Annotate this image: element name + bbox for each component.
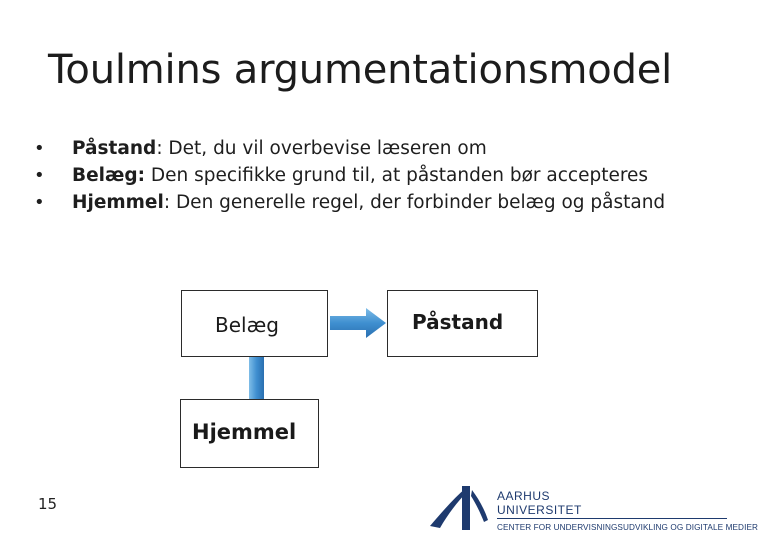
connector-hjemmel-to-belaeg [249, 357, 264, 400]
bullet-term: Belæg: [72, 165, 146, 186]
bullet-icon: • [34, 192, 45, 213]
bullet-icon: • [34, 138, 45, 159]
node-belaeg-label: Belæg [215, 313, 279, 337]
university-logo [428, 482, 758, 542]
bullet-text: : Den generelle regel, der forbinder belæg og påstand [163, 192, 666, 213]
bullet-term: Hjemmel [72, 192, 164, 213]
node-hjemmel-label: Hjemmel [192, 420, 297, 444]
bullet-term: Påstand [72, 138, 157, 159]
arrow-belaeg-to-pastand [330, 308, 386, 338]
slide-title: Toulmins argumentationsmodel [48, 47, 673, 93]
logo-line-3: CENTER FOR UNDERVISNINGSUDVIKLING OG DIGITALE MEDIER [497, 523, 758, 532]
bullet-text: : Det, du vil overbevise læseren om [156, 138, 487, 159]
node-pastand [387, 290, 538, 357]
logo-line-2: UNIVERSITET [497, 503, 582, 517]
bullet-icon: • [34, 165, 45, 186]
node-hjemmel [180, 399, 319, 468]
au-logo-icon [428, 482, 490, 538]
bullet-text: Den specifikke grund til, at påstanden bør accepteres [145, 165, 649, 186]
logo-divider [497, 518, 727, 519]
page-number: 15 [38, 495, 58, 513]
node-belaeg [181, 290, 328, 357]
logo-line-1: AARHUS [497, 489, 551, 503]
node-pastand-label: Påstand [412, 310, 504, 334]
